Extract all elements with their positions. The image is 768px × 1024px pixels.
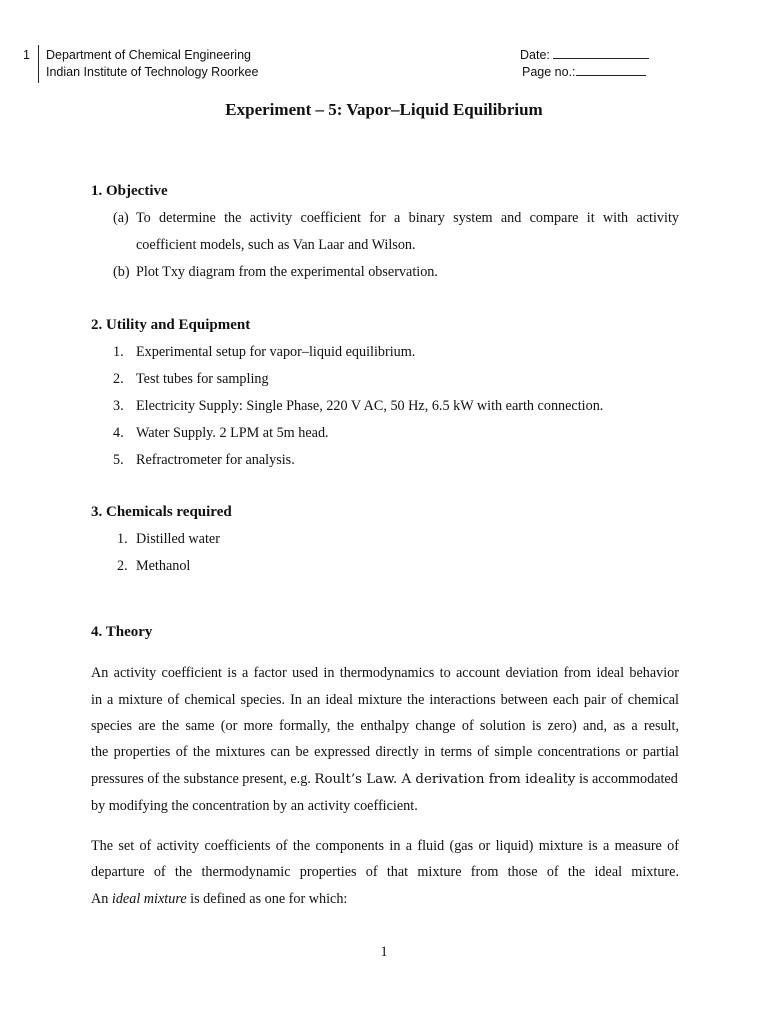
- theory-p1-line: in a mixture of chemical species. In an ideal mixture the interactions between each pair of chemical: [91, 692, 679, 708]
- theory-p1-line: the properties of the mixtures can be expressed directly in terms of simple concentrations or partial: [91, 744, 679, 760]
- theory-p1-line: by modifying the concentration by an activity coefficient.: [91, 798, 418, 814]
- theory-p1-line: [91, 771, 678, 788]
- date-field: [520, 48, 649, 62]
- theory-p2-line: departure of the thermodynamic properties of that mixture from those of the ideal mixture.: [91, 864, 679, 880]
- date-label: Date:: [520, 48, 554, 62]
- list-item: Methanol: [136, 558, 191, 574]
- list-item-number: 1.: [113, 344, 124, 360]
- objective-b-text: Plot Txy diagram from the experimental observation.: [136, 264, 438, 280]
- theory-p1-l5-c: is accommodated: [575, 771, 678, 787]
- list-item-number: 4.: [113, 425, 124, 441]
- list-item: Experimental setup for vapor–liquid equilibrium.: [136, 344, 416, 360]
- list-item: Distilled water: [136, 531, 220, 547]
- theory-p2-l3-a: An: [91, 891, 112, 907]
- list-item: Water Supply. 2 LPM at 5m head.: [136, 425, 329, 441]
- date-blank: [553, 48, 649, 59]
- page-no-label: Page no.:: [522, 65, 576, 79]
- objective-a-label: (a): [113, 210, 129, 226]
- theory-heading: 4. Theory: [91, 624, 153, 640]
- theory-p2-line: The set of activity coefficients of the components in a fluid (gas or liquid) mixture is a measure of: [91, 838, 679, 854]
- list-item-number: 1.: [117, 531, 128, 547]
- theory-p1-l5-b: Roult’s Law. A derivation from ideality: [314, 772, 576, 787]
- objective-b-label: (b): [113, 264, 130, 280]
- list-item: Test tubes for sampling: [136, 371, 269, 387]
- list-item-number: 5.: [113, 452, 124, 468]
- page-title: Experiment – 5: Vapor–Liquid Equilibrium: [225, 100, 543, 119]
- theory-p2-line: [91, 891, 347, 908]
- list-item-number: 2.: [113, 371, 124, 387]
- objective-a-line1: To determine the activity coefficient for a binary system and compare it with activity: [136, 210, 679, 226]
- list-item: Electricity Supply: Single Phase, 220 V AC, 50 Hz, 6.5 kW with earth connection.: [136, 398, 604, 414]
- institute-name: Indian Institute of Technology Roorkee: [46, 65, 259, 79]
- page-no-blank: [576, 65, 646, 76]
- list-item: Refractrometer for analysis.: [136, 452, 295, 468]
- department-name: Department of Chemical Engineering: [46, 48, 251, 62]
- theory-p1-line: An activity coefficient is a factor used in thermodynamics to account deviation from ideal behavior: [91, 665, 679, 681]
- page-no-field: [522, 65, 646, 79]
- list-item-number: 2.: [117, 558, 128, 574]
- chemicals-heading: 3. Chemicals required: [91, 504, 232, 520]
- page-number: 1: [380, 944, 388, 960]
- page-mark: 1: [23, 48, 30, 62]
- utility-heading: 2. Utility and Equipment: [91, 317, 251, 333]
- theory-p1-line: species are the same (or more formally, the enthalpy change of solution is zero) and, as a result,: [91, 718, 679, 734]
- list-item-number: 3.: [113, 398, 124, 414]
- theory-p2-l3-b: is defined as one for which:: [186, 891, 348, 907]
- objective-heading: 1. Objective: [91, 183, 168, 199]
- theory-p1-l5-a: pressures of the substance present, e.g.: [91, 771, 315, 787]
- theory-p2-l3-em: ideal mixture: [111, 891, 187, 907]
- objective-a-line2: coefficient models, such as Van Laar and Wilson.: [136, 237, 416, 253]
- header-divider: [38, 45, 39, 83]
